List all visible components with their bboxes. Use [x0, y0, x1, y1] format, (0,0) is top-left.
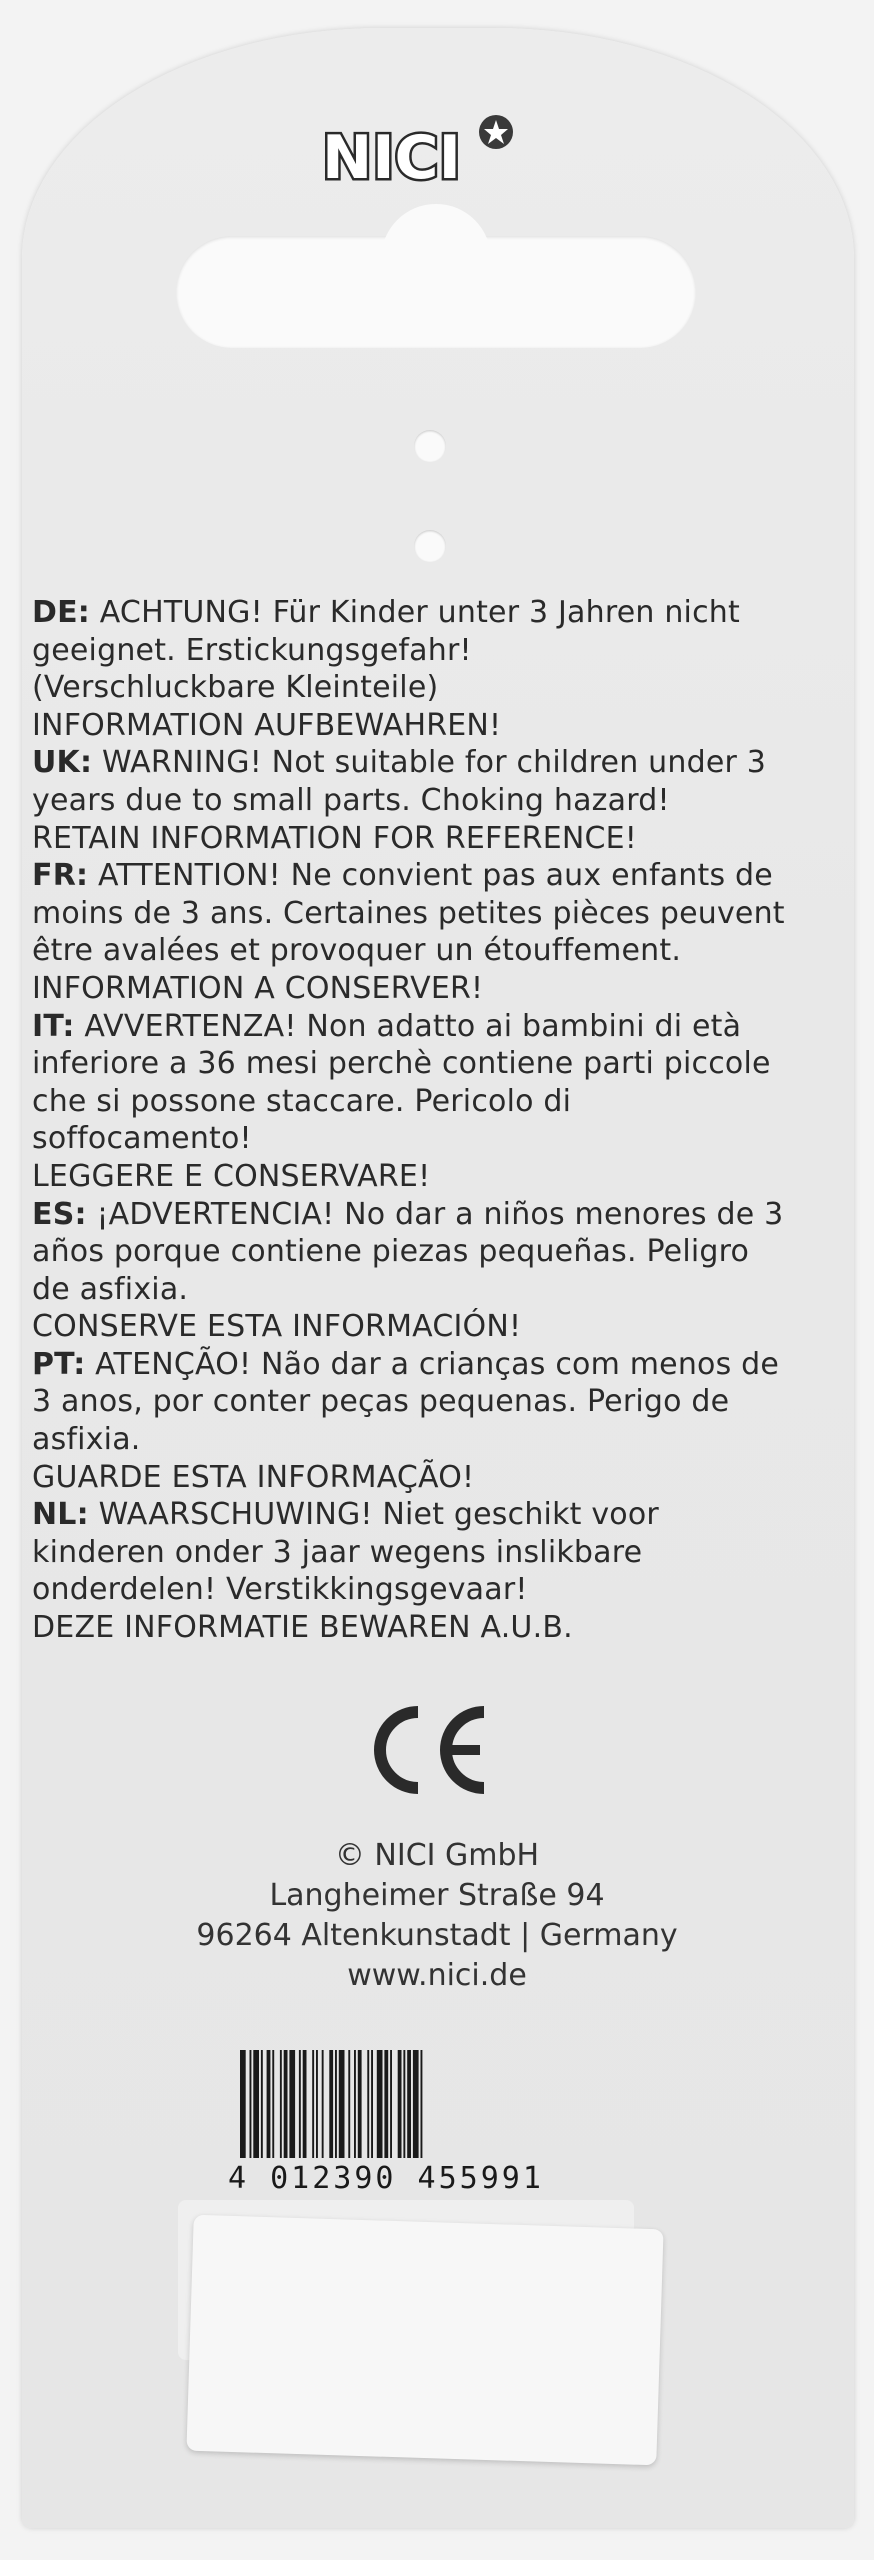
warning-text: inferiore a 36 mesi perchè contiene parti piccole — [32, 1046, 771, 1082]
warning-text: onderdelen! Verstikkingsgevaar! — [32, 1572, 528, 1608]
warning-text: GUARDE ESTA INFORMAÇÃO! — [32, 1459, 475, 1495]
warning-text: soffocamento! — [32, 1121, 252, 1157]
barcode-bar — [371, 2050, 373, 2158]
barcode-bar — [267, 2050, 271, 2158]
barcode-bar — [280, 2050, 282, 2158]
barcode-bar — [250, 2050, 252, 2158]
warning-line — [32, 1534, 832, 1572]
sticker-label — [186, 2215, 663, 2466]
warning-line — [32, 1496, 832, 1534]
warning-line — [32, 895, 832, 933]
warning-line — [32, 782, 832, 820]
barcode-bar — [272, 2050, 274, 2158]
warning-line — [32, 1459, 832, 1497]
nici-logo — [318, 112, 518, 192]
punch-hole-lower — [414, 530, 446, 562]
warning-text: WARNING! Not suitable for children under 3 — [92, 745, 767, 781]
barcode-bar — [413, 2050, 419, 2158]
warning-line — [32, 1158, 832, 1196]
barcode-bar — [335, 2050, 337, 2158]
warning-line — [32, 744, 832, 782]
barcode-bar — [377, 2050, 383, 2158]
barcode-bar — [284, 2050, 288, 2158]
warning-line — [32, 1271, 832, 1309]
warning-line — [32, 1083, 832, 1121]
warning-text: INFORMATION A CONSERVER! — [32, 970, 484, 1006]
barcode-bar — [316, 2050, 318, 2158]
language-code: ES: — [32, 1196, 87, 1232]
barcode-bar — [329, 2050, 333, 2158]
warning-text: 3 anos, por conter peças pequenas. Perigo de — [32, 1384, 730, 1420]
warning-line — [32, 1346, 832, 1384]
warning-text: de asfixia. — [32, 1271, 189, 1307]
city-line: 96264 Altenkunstadt | Germany — [196, 1918, 678, 1953]
barcode-bar — [303, 2050, 307, 2158]
barcode-bar — [253, 2050, 259, 2158]
barcode-bar — [289, 2050, 295, 2158]
warning-text-block — [32, 594, 832, 1647]
barcode-bar — [390, 2050, 392, 2158]
warning-text: geeignet. Erstickungsgefahr! — [32, 632, 472, 668]
company-address — [0, 1836, 874, 1996]
warning-line — [32, 1308, 832, 1346]
warning-text: asfixia. — [32, 1422, 141, 1458]
barcode-bar — [358, 2050, 362, 2158]
barcode — [228, 2048, 618, 2198]
warning-text: WAARSCHUWING! Niet geschikt voor — [88, 1497, 659, 1533]
warning-text: RETAIN INFORMATION FOR REFERENCE! — [32, 820, 638, 856]
language-code: NL: — [32, 1497, 89, 1533]
warning-text: LEGGERE E CONSERVARE! — [32, 1158, 431, 1194]
warning-line — [32, 857, 832, 895]
warning-line — [32, 1045, 832, 1083]
barcode-bar — [367, 2050, 369, 2158]
language-code: PT: — [32, 1346, 86, 1382]
warning-line — [32, 970, 832, 1008]
barcode-bar — [421, 2050, 423, 2158]
warning-line — [32, 1609, 832, 1647]
warning-line — [32, 707, 832, 745]
warning-text: (Verschluckbare Kleinteile) — [32, 670, 439, 706]
warning-text: kinderen onder 3 jaar wegens inslikbare — [32, 1534, 643, 1570]
barcode-bar — [403, 2050, 405, 2158]
warning-text: ACHTUNG! Für Kinder unter 3 Jahren nicht — [90, 595, 740, 630]
warning-text: years due to small parts. Choking hazard! — [32, 782, 670, 818]
language-code: IT: — [32, 1008, 75, 1044]
barcode-bar — [240, 2050, 246, 2158]
language-code: UK: — [32, 745, 93, 781]
warning-text: être avalées et provoquer un étouffement. — [32, 933, 682, 969]
language-code: DE: — [32, 595, 90, 630]
barcode-bar — [299, 2050, 301, 2158]
warning-line — [32, 932, 832, 970]
warning-line — [32, 1196, 832, 1234]
warning-line — [32, 1421, 832, 1459]
warning-text: INFORMATION AUFBEWAHREN! — [32, 707, 502, 743]
warning-text: CONSERVE ESTA INFORMACIÓN! — [32, 1309, 522, 1345]
barcode-bar — [384, 2050, 388, 2158]
warning-line — [32, 594, 832, 632]
barcode-bar — [354, 2050, 356, 2158]
barcode-bar — [261, 2050, 263, 2158]
warning-line — [32, 1233, 832, 1271]
barcode-bar — [398, 2050, 402, 2158]
warning-text: ATENÇÃO! Não dar a crianças com menos de — [85, 1346, 780, 1382]
barcode-bar — [407, 2050, 411, 2158]
ce-mark-icon — [356, 1700, 496, 1800]
warning-line — [32, 1120, 832, 1158]
warning-line — [32, 669, 832, 707]
warning-text: DEZE INFORMATIE BEWAREN A.U.B. — [32, 1610, 573, 1646]
barcode-bar — [348, 2050, 350, 2158]
warning-text: moins de 3 ans. Certaines petites pièces peuvent — [32, 895, 785, 931]
warning-text: años porque contiene piezas pequeñas. Peligro — [32, 1234, 750, 1270]
barcode-digits: 4 012390 455991 — [228, 2161, 544, 2196]
warning-text: ¡ADVERTENCIA! No dar a niños menores de 3 — [86, 1196, 784, 1232]
website-line: www.nici.de — [347, 1958, 527, 1993]
warning-line — [32, 632, 832, 670]
warning-text: ATTENTION! Ne convient pas aux enfants de — [88, 858, 773, 894]
warning-line — [32, 820, 832, 858]
language-code: FR: — [32, 858, 89, 894]
warning-line — [32, 1383, 832, 1421]
warning-line — [32, 1008, 832, 1046]
svg-text:NICI: NICI — [322, 123, 461, 192]
barcode-bar — [339, 2050, 345, 2158]
street-line: Langheimer Straße 94 — [269, 1878, 605, 1913]
punch-hole-upper — [414, 430, 446, 462]
barcode-bar — [322, 2050, 324, 2158]
warning-text: che si possone staccare. Pericolo di — [32, 1083, 572, 1119]
company-name: © NICI GmbH — [334, 1838, 540, 1873]
warning-text: AVVERTENZA! Non adatto ai bambini di età — [74, 1008, 742, 1044]
hang-slot — [176, 236, 696, 348]
warning-line — [32, 1571, 832, 1609]
barcode-bar — [312, 2050, 314, 2158]
